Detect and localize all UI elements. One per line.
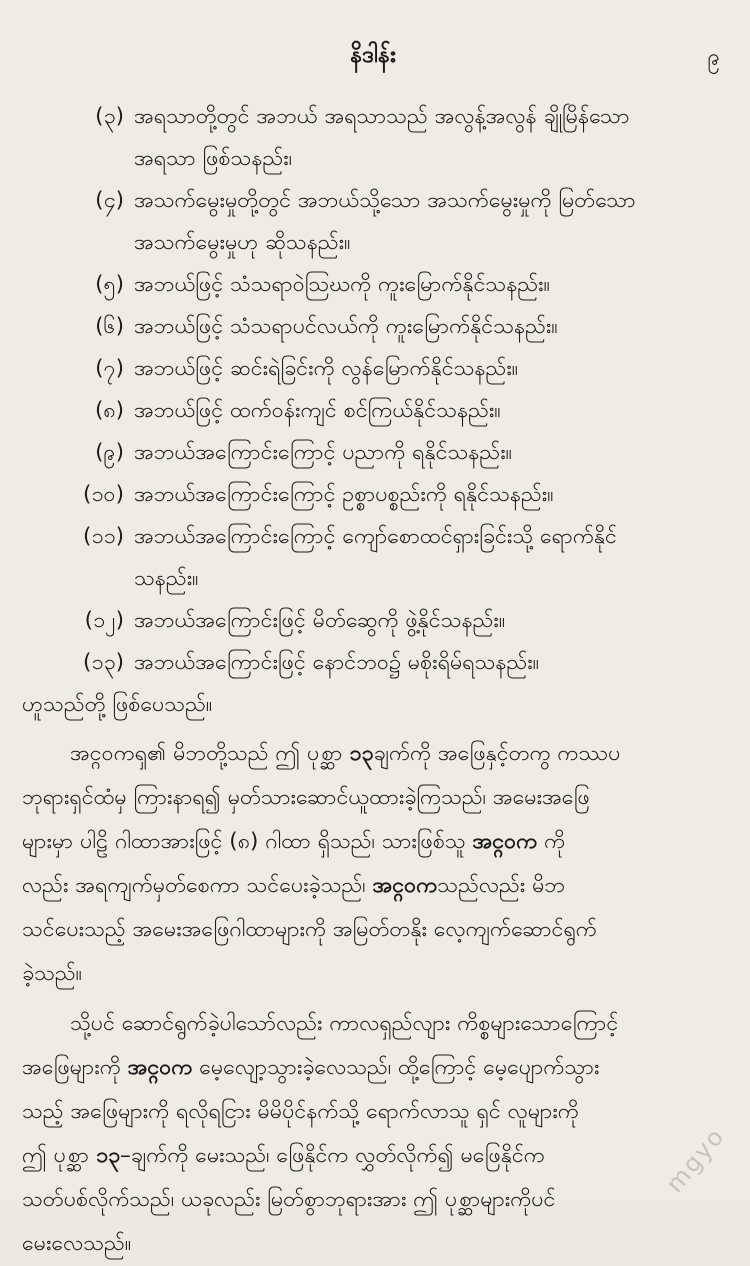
list-item	[22, 96, 724, 180]
item-number: (၃)	[95, 104, 124, 129]
item-text-line: အဘယ်အကြောင်းကြောင့် ပညာကို ရနိုင်သနည်း။	[134, 440, 513, 465]
item-text-line: အရသာတို့တွင် အဘယ် အရသာသည် အလွန့်အလွန် ချိုမြိန်သော	[134, 104, 630, 129]
list-item	[22, 516, 724, 600]
list-item	[22, 474, 724, 516]
paragraph-line: ဤ ပုစ္ဆာ ၁၃–ချက်ကို မေးသည်၊ ဖြေနိုင်က လွှတ်လိုက်၍ မဖြေနိုင်က	[22, 1143, 545, 1168]
running-title: နိဒါန်း	[350, 42, 396, 68]
item-number: (၁၁)	[83, 524, 124, 549]
list-item	[22, 642, 724, 684]
paragraph-line: သင်ပေးသည့် အမေးအဖြေဂါထာများကို အမြတ်တနိုး လေ့ကျက်ဆောင်ရွက်	[22, 917, 597, 942]
paragraph-2	[22, 1002, 724, 1266]
item-text-line: အဘယ်ဖြင့် သံသရာပင်လယ်ကို ကူးမြောက်နိုင်သနည်း။	[134, 314, 558, 339]
list-item	[22, 348, 724, 390]
paragraph-line: ခဲ့သည်။	[22, 961, 83, 986]
paragraph-1	[22, 732, 724, 996]
item-number: (၄)	[95, 188, 124, 213]
item-text-line: အရသာ ဖြစ်သနည်း၊	[134, 146, 293, 171]
list-item	[22, 432, 724, 474]
paragraph-line: အင္ဂဝကၡ၏ မိဘတို့သည် ဤ ပုစ္ဆာ ၁၃ချက်ကို အဖြေနှင့်တကွ ကဿပ	[70, 741, 621, 766]
item-number: (၈)	[94, 398, 124, 423]
paragraph-line: အဖြေများကို အင္ဂဝက မေ့လျော့သွားခဲ့လေသည်၊ ထို့ကြောင့် မေ့ပျောက်သွား	[22, 1055, 600, 1080]
item-number: (၁၂)	[84, 608, 124, 633]
paragraph-line: လည်း အရကျက်မှတ်စေကာ သင်ပေးခဲ့သည်၊ အင္ဂဝကသည်လည်း မိဘ	[22, 873, 566, 898]
item-number: (၉)	[95, 440, 124, 465]
item-number: (၆)	[95, 314, 124, 339]
list-item	[22, 600, 724, 642]
item-text-line: အသက်မွေးမှုတို့တွင် အဘယ်သို့သော အသက်မွေးမှုကို မြတ်သော	[134, 188, 636, 213]
item-number: (၁၀)	[83, 482, 124, 507]
item-text-line: သနည်း။	[134, 566, 199, 591]
list-item	[22, 264, 724, 306]
paragraph-line: သည့် အဖြေများကို ရလိုရငြား မိမိပိုင်နက်သို့ ရောက်လာသူ ရှင် လူများကို	[22, 1099, 579, 1124]
item-text-line: အဘယ်အကြောင်းကြောင့် ကျော်စောထင်ရှားခြင်းသို့ ရောက်နိုင်	[134, 524, 617, 549]
item-number: (၇)	[95, 356, 124, 381]
item-text-line: အဘယ်အကြောင်းကြောင့် ဥစ္စာပစ္စည်းကို ရနိုင်သနည်း။	[134, 482, 554, 507]
item-text-line: အသက်မွေးမှုဟု ဆိုသနည်း။	[134, 230, 351, 255]
paragraph-line: သတ်ပစ်လိုက်သည်၊ ယခုလည်း မြတ်စွာဘုရားအား ဤ ပုစ္ဆာများကိုပင်	[22, 1187, 556, 1212]
page-number: ၉	[707, 45, 720, 70]
closing-line: ဟူသည်တို့ ဖြစ်ပေသည်။	[22, 692, 213, 717]
item-text-line: အဘယ်အကြောင်းဖြင့် မိတ်ဆွေကို ဖွဲ့နိုင်သနည်း။	[134, 608, 506, 633]
question-list	[22, 96, 724, 684]
item-number: (၅)	[95, 272, 124, 297]
item-text-line: အဘယ်အကြောင်းဖြင့် နောင်ဘဝ၌ မစိုးရိမ်ရသနည်း။	[134, 650, 540, 675]
list-item	[22, 306, 724, 348]
paragraph-line: ဘုရားရှင်ထံမှ ကြားနာရ၍ မှတ်သားဆောင်ယူထားခဲ့ကြသည်၊ အမေးအဖြေ	[22, 785, 590, 810]
item-number: (၁၃)	[83, 650, 124, 675]
item-text-line: အဘယ်ဖြင့် သံသရာဝဲသြဃကို ကူးမြောက်နိုင်သနည်း။	[134, 272, 551, 297]
list-item	[22, 390, 724, 432]
page-header	[22, 36, 724, 76]
watermark: mgyo	[660, 1122, 730, 1198]
paragraph-line: များမှာ ပါဠိ ဂါထာအားဖြင့် (၈) ဂါထာ ရှိသည်၊ သားဖြစ်သူ အင္ဂဝက ကို	[22, 829, 566, 854]
item-text-line: အဘယ်ဖြင့် ထက်ဝန်းကျင် စင်ကြယ်နိုင်သနည်း။	[134, 398, 501, 423]
paragraph-line: သို့ပင် ဆောင်ရွက်ခဲ့ပါသော်လည်း ကာလရှည်လျား ကိစ္စများသောကြောင့်	[70, 1011, 619, 1036]
item-text-line: အဘယ်ဖြင့် ဆင်းရဲခြင်းကို လွန်မြောက်နိုင်သနည်း။	[134, 356, 519, 381]
paragraph-line: မေးလေသည်။	[22, 1231, 132, 1256]
list-item	[22, 180, 724, 264]
